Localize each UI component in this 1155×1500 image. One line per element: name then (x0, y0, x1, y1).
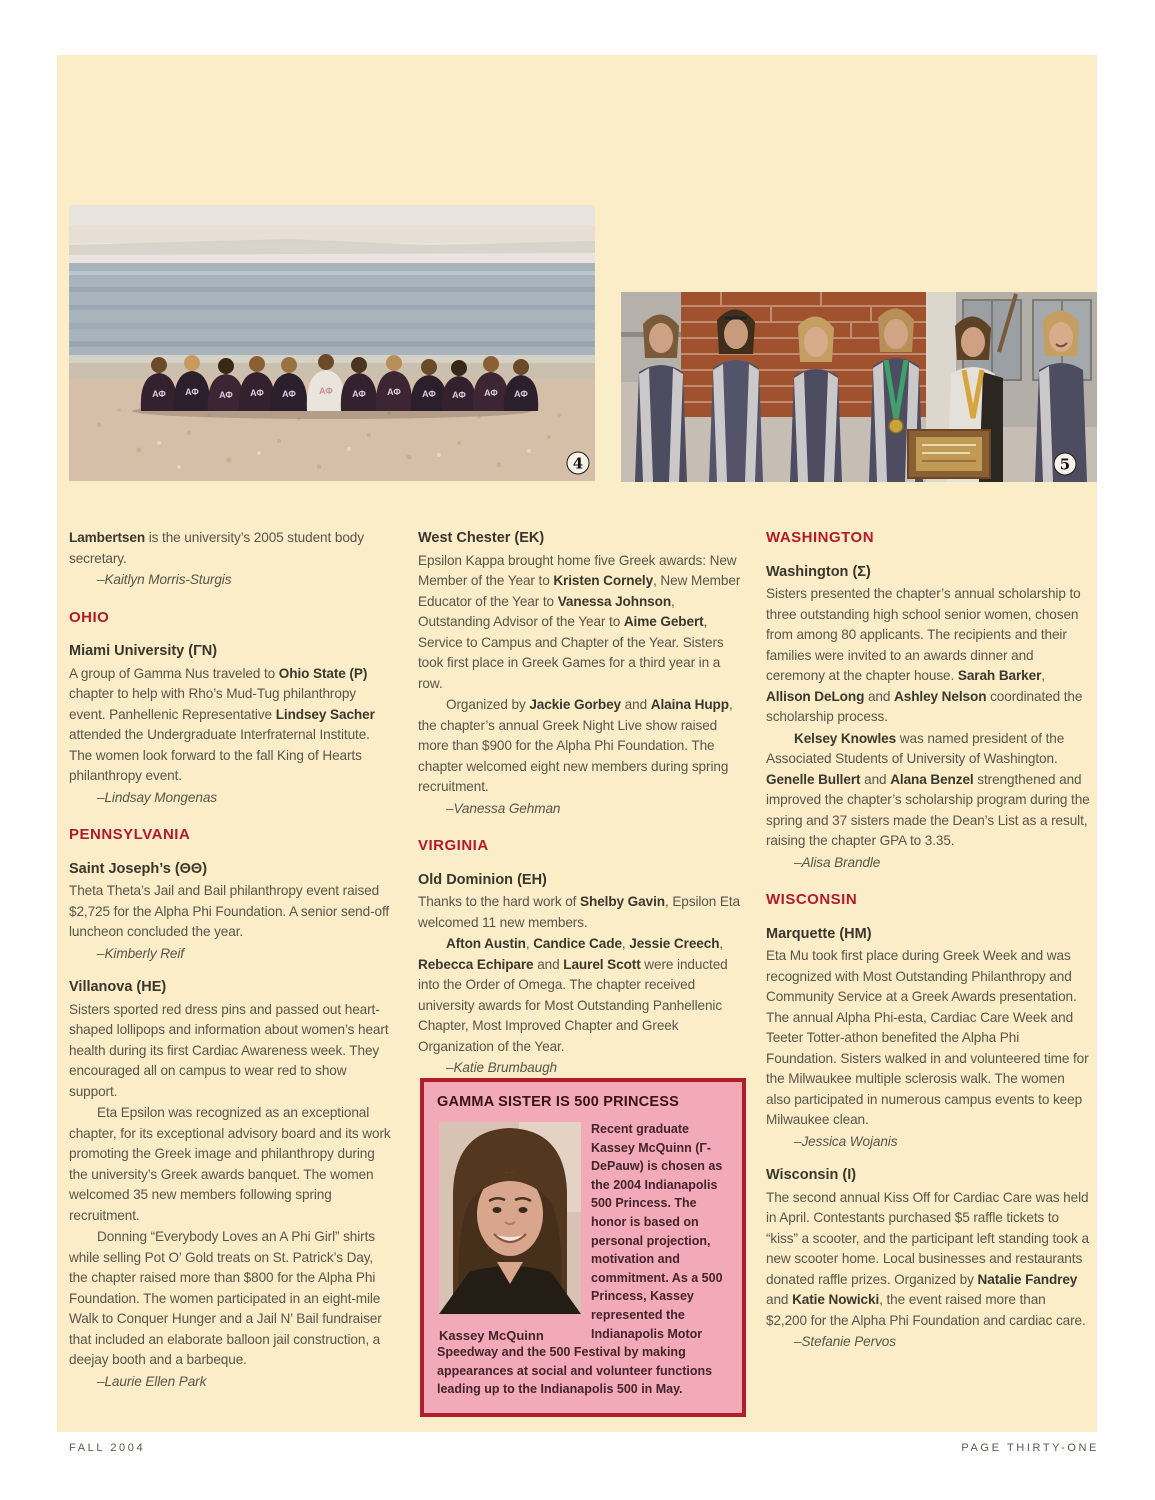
photo-caption: Kassey McQuinn (439, 1328, 544, 1343)
paragraph: Sisters presented the chapter’s annual scholarship to three outstanding high school senior women, chosen from among 80 applicants. The recipients and their families were invited to an awards dinner and ceremony at the chapter house. Sarah Barker, Allison DeLong and Ashley Nelson coordinated the scholarship process. (766, 586, 1083, 724)
paragraph: Theta Theta’s Jail and Bail philanthropy event raised $2,725 for the Alpha Phi Foundation. A senior send-off luncheon concluded the year. (69, 883, 390, 939)
byline: –Alisa Brandle (794, 854, 881, 870)
state-heading: WASHINGTON (766, 529, 875, 546)
paragraph: Organized by Jackie Gorbey and Alaina Hupp, the chapter’s annual Greek Night Live show raised more than $900 for the Alpha Phi Foundation. The chapter welcomed eight new members during spring recruitment. (418, 697, 733, 794)
state-heading: VIRGINIA (418, 837, 489, 854)
chapter-heading: Old Dominion (ΕΗ) (418, 871, 547, 888)
column-2 (418, 528, 744, 1083)
svg-text:ΑΦ: ΑΦ (282, 389, 296, 399)
paragraph: The second annual Kiss Off for Cardiac Care was held in April. Contestants purchased $5 raffle tickets to “kiss” a scooter, and the participant left standing took a new scooter home. Local businesses and restaurants donated raffle prizes. Organized by Natalie Fandrey and Katie Nowicki, the event raised more than $2,200 for the Alpha Phi Foundation and cardiac care. (766, 1189, 1089, 1328)
chapter-heading: Marquette (ΗΜ) (766, 925, 872, 942)
byline: –Laurie Ellen Park (97, 1373, 207, 1389)
byline: –Stefanie Pervos (794, 1334, 896, 1349)
photo-number-badge (1054, 453, 1076, 475)
rowing-team-photo (621, 292, 1097, 482)
chapter-heading: West Chester (ΕΚ) (418, 530, 545, 546)
princess-callout-box (420, 1078, 746, 1417)
byline: –Jessica Wojanis (794, 1133, 898, 1149)
beach-group-photo (69, 205, 595, 481)
byline: –Katie Brumbaugh (446, 1060, 557, 1075)
column-1 (69, 528, 393, 1396)
chapter-heading: Miami University (ΓΝ) (69, 643, 218, 659)
svg-text:ΑΦ: ΑΦ (152, 389, 166, 399)
photo-number-badge (567, 452, 589, 474)
svg-text:5: 5 (1059, 455, 1071, 474)
paragraph: Kelsey Knowles was named president of the Associated Students of University of Washington. Genelle Bullert and Alana Benzel strengthened and improved the chapter’s scholarship program during the spring and 37 sisters made the Dean’s List as a result, raising the chapter GPA to 3.35. (766, 730, 1090, 848)
paragraph: Thanks to the hard work of Shelby Gavin, Epsilon Eta welcomed 11 new members. (418, 894, 740, 930)
paragraph: Sisters sported red dress pins and passed out heart-shaped lollipops and information about women’s heart health during its first Cardiac Awareness week. They encouraged all on campus to wear red to show support. (69, 1001, 389, 1099)
svg-text:4: 4 (572, 454, 584, 473)
footer-page-number: PAGE THIRTY-ONE (961, 1442, 1099, 1454)
byline: –Kaitlyn Morris-Sturgis (97, 572, 232, 587)
paragraph: Lambertsen is the university’s 2005 student body secretary. (69, 530, 364, 566)
svg-text:ΑΦ: ΑΦ (452, 390, 466, 400)
paragraph: A group of Gamma Nus traveled to Ohio State (Ρ) chapter to help with Rho’s Mud-Tug philanthropy event. Panhellenic Representative Lindsey Sacher attended the Undergraduate Interfraternal Institute. The women look forward to the fall King of Hearts philanthropy event. (69, 665, 375, 783)
svg-text:ΑΦ: ΑΦ (250, 388, 264, 398)
byline: –Lindsay Mongenas (97, 789, 217, 805)
paragraph: Eta Epsilon was recognized as an exceptional chapter, for its exceptional advisory board and its work promoting the Greek image and philanthropy during the university’s Greek awards banquet. The women welcomed 35 new members following spring recruitment. (69, 1105, 391, 1223)
state-heading: WISCONSIN (766, 891, 858, 908)
chapter-heading: Villanova (ΗΕ) (69, 979, 167, 995)
byline: –Kimberly Reif (97, 945, 184, 961)
svg-text:ΑΦ: ΑΦ (514, 389, 528, 399)
callout-title: GAMMA SISTER IS 500 PRINCESS (437, 1094, 679, 1110)
svg-text:ΑΦ: ΑΦ (422, 389, 436, 399)
svg-text:ΑΦ: ΑΦ (219, 390, 233, 400)
chapter-heading: Washington (Σ) (766, 563, 871, 580)
kassey-mcquinn-portrait (439, 1122, 581, 1314)
svg-text:ΑΦ: ΑΦ (484, 388, 498, 398)
paragraph: Eta Mu took first place during Greek Week and was recognized with Most Outstanding Philanthropy and Community Service at a Greek Awards presentation. The annual Alpha Phi-esta, Cardiac Care Week and Teeter Totter-athon benefited the Alpha Phi Foundation. Sisters walked in and volunteered time for the Milwaukee multiple sclerosis walk. The women also participated in numerous campus events to keep Milwaukee clean. (766, 948, 1089, 1127)
footer-issue: FALL 2004 (69, 1442, 146, 1454)
paragraph: Afton Austin, Candice Cade, Jessie Creech, Rebecca Echipare and Laurel Scott were inducted into the Order of Omega. The chapter received university awards for Most Outstanding Panhellenic Chapter, Most Improved Chapter and Greek Organization of the Year. (418, 936, 728, 1054)
byline: –Vanessa Gehman (446, 800, 561, 816)
svg-text:ΑΦ: ΑΦ (387, 387, 401, 397)
chapter-heading: Wisconsin (Ι) (766, 1167, 857, 1183)
state-heading: PENNSYLVANIA (69, 826, 191, 843)
column-3 (766, 528, 1090, 1357)
chapter-heading: Saint Joseph’s (ΘΘ) (69, 860, 208, 877)
paragraph: Donning “Everybody Loves an A Phi Girl” shirts while selling Pot O’ Gold treats on St. Patrick’s Day, the chapter raised more than $800 for the Alpha Phi Foundation. The women participated in an eight-mile Walk to Conquer Hunger and a Jail N’ Bail fundraiser that included an elaborate balloon jail construction, a deejay booth and a barbeque. (69, 1229, 382, 1367)
ocean (69, 263, 595, 363)
callout-photo-block (439, 1122, 581, 1343)
callout-body-text: Recent graduate Kassey McQuinn (Γ-DePauw) is chosen as the 2004 Indianapolis 500 Princess. The honor is based on personal projection, motivation and commitment. As a 500 Princess, Kassey represented the Indianapolis Motor Speedway and the 500 Festival by making appearances at social and volunteer functions leading up to the Indianapolis 500 in May. (437, 1122, 723, 1397)
svg-text:ΑΦ: ΑΦ (185, 387, 199, 397)
paragraph: Epsilon Kappa brought home five Greek awards: New Member of the Year to Kristen Cornely, New Member Educator of the Year to Vanessa Johnson, Outstanding Advisor of the Year to Aime Gebert, Service to Campus and Chapter of the Year. Sisters took first place in Greek Games for a third year in a row. (418, 552, 741, 691)
svg-text:ΑΦ: ΑΦ (319, 386, 333, 396)
state-heading: OHIO (69, 608, 110, 626)
svg-text:ΑΦ: ΑΦ (352, 389, 366, 399)
award-plaque (908, 430, 990, 478)
